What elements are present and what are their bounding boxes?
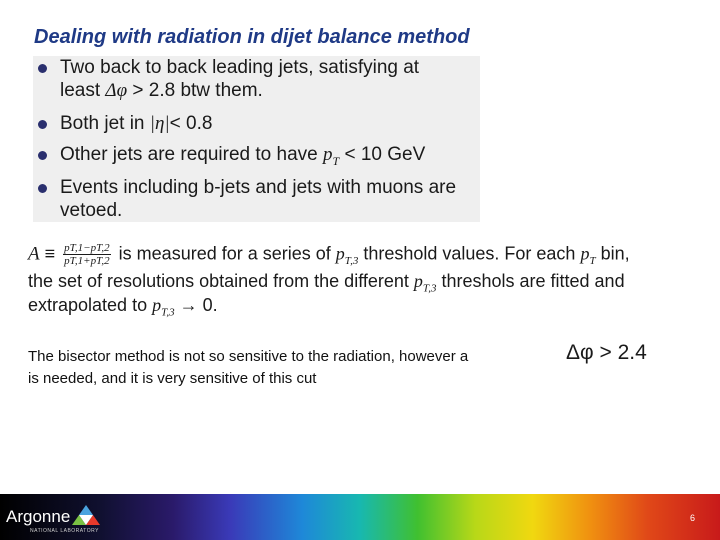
paragraph-line-2: the set of resolutions obtained from the different $p_{T,3}$ threshols are fitted and (28, 271, 625, 295)
argonne-logo: Argonne NATIONAL LABORATORY (4, 504, 104, 536)
footer-bar (0, 494, 720, 540)
bullet-text: Both jet in |η|< 0.8 (60, 113, 213, 134)
bullet-text: Two back to back leading jets, satisfying at (60, 57, 420, 78)
bisector-note (28, 346, 468, 390)
argonne-triangle-icon (72, 504, 100, 526)
asymmetry-fraction: $\frac{pT,1-pT,2}{pT,1+pT,2}$ (64, 242, 110, 267)
paragraph-line-1: A ≡ $\frac{pT,1-pT,2}{pT,1+pT,2}$ is measured for a series of $p_{T,3}$ threshold values. For each $p_T$ bin, (28, 242, 630, 267)
paragraph-line-3: extrapolated to $p_{T,3} \to 0$. (28, 295, 218, 319)
note-line-1: The bisector method is not so sensitive to the radiation, however a (28, 348, 469, 365)
bullet-dot (38, 151, 47, 160)
slide-title: Dealing with radiation in dijet balance method (34, 26, 470, 48)
note-line-2: is needed, and it is very sensitive of this cut (28, 370, 317, 387)
bullet-text: Events including b-jets and jets with muons are (60, 177, 457, 198)
bullet-dot (38, 120, 47, 129)
bullet-text: least Δφ > 2.8 btw them. (60, 80, 263, 101)
bullet-dot (38, 64, 47, 73)
page-number: 6 (690, 513, 696, 523)
bullet-text: vetoed. (60, 200, 123, 221)
bullet-text: Other jets are required to have $p_T < 10$ GeV (60, 144, 426, 168)
bullet-list (33, 56, 480, 222)
bullet-dot (38, 184, 47, 193)
delta-phi-cut: Δφ > 2.4 (566, 341, 647, 364)
